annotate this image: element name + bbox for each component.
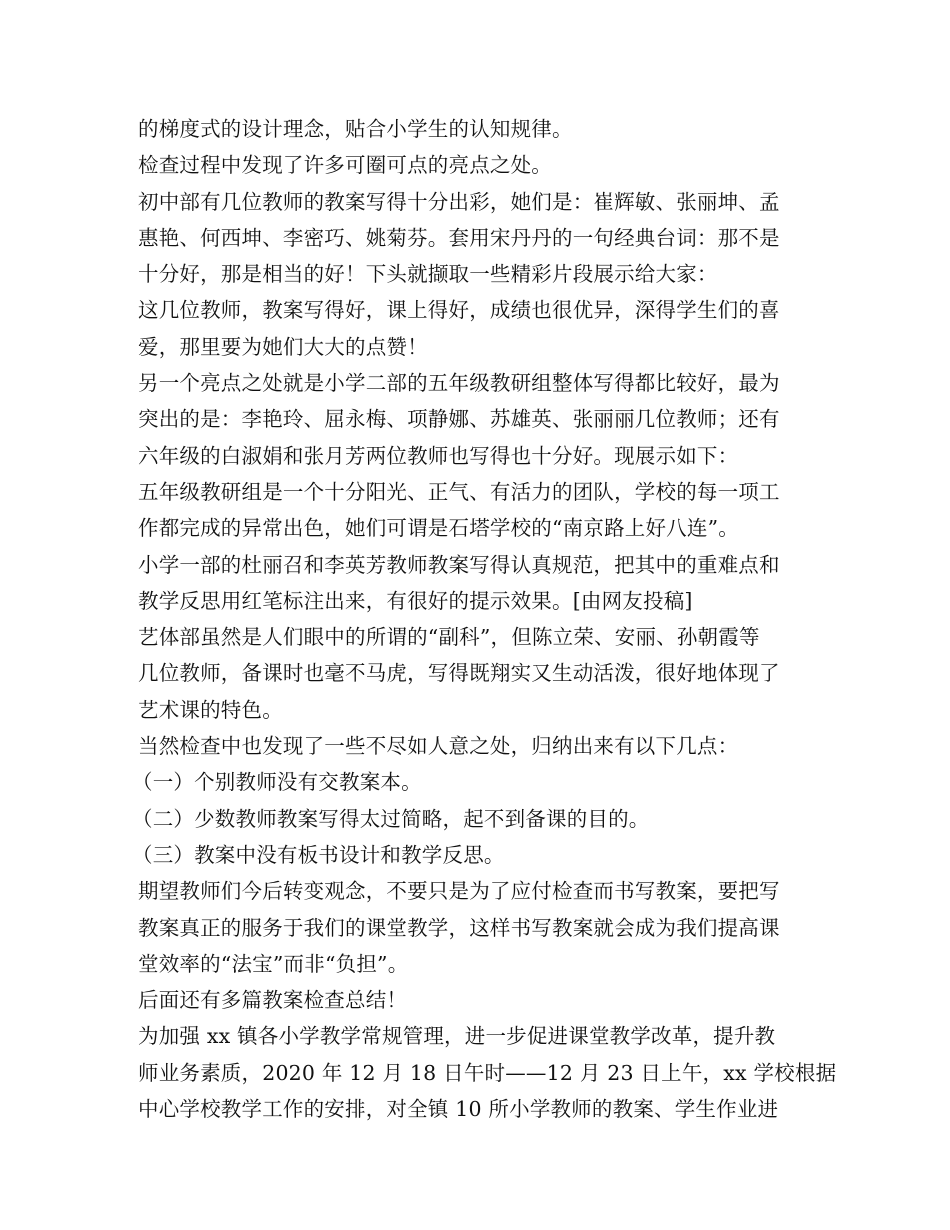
text-line: 十分好，那是相当的好！下头就撷取一些精彩片段展示给大家： (138, 262, 718, 287)
text-line: 堂效率的“法宝”而非“负担”。 (138, 951, 409, 976)
text-line: 另一个亮点之处就是小学二部的五年级教研组整体写得都比较好，最为 (138, 371, 780, 396)
text-line: 艺体部虽然是人们眼中的所谓的“副科”，但陈立荣、安丽、孙朝霞等 (138, 625, 760, 650)
text-line: 期望教师们今后转变观念，不要只是为了应付检查而书写教案，要把写 (138, 879, 780, 904)
list-item: （一）个别教师没有交教案本。 (132, 770, 422, 795)
text-line: 后面还有多篇教案检查总结！ (138, 988, 408, 1013)
text-line: 惠艳、何西坤、李密巧、姚菊芬。套用宋丹丹的一句经典台词：那不是 (138, 225, 780, 250)
text-line: 中心学校教学工作的安排，对全镇 10 所小学教师的教案、学生作业进 (138, 1097, 779, 1122)
text-line: 爱，那里要为她们大大的点赞！ (138, 334, 428, 359)
text-line: 的梯度式的设计理念，贴合小学生的认知规律。 (138, 117, 573, 141)
list-item: （三）教案中没有板书设计和教学反思。 (132, 842, 505, 867)
text-line: 教学反思用红笔标注出来，有很好的提示效果。[由网友投稿] (138, 588, 693, 613)
text-line: 师业务素质，2020 年 12 月 18 日午时——12 月 23 日上午，xx 学校根据 (138, 1060, 837, 1085)
text-line: 教案真正的服务于我们的课堂教学，这样书写教案就会成为我们提高课 (138, 915, 780, 940)
text-line: 艺术课的特色。 (138, 697, 283, 722)
list-item: （二）少数教师教案写得太过简略，起不到备课的目的。 (132, 806, 650, 831)
text-line: 小学一部的杜丽召和李英芳教师教案写得认真规范，把其中的重难点和 (138, 552, 780, 577)
text-line: 为加强 xx 镇各小学教学常规管理，进一步促进课堂教学改革，提升教 (138, 1024, 776, 1049)
text-line: 突出的是：李艳玲、屈永梅、项静娜、苏雄英、张丽丽几位教师；还有 (138, 407, 780, 432)
text-line: 六年级的白淑娟和张月芳两位教师也写得也十分好。现展示如下： (138, 443, 739, 468)
text-line: 五年级教研组是一个十分阳光、正气、有活力的团队，学校的每一项工 (138, 479, 780, 504)
text-line: 这几位教师，教案写得好，课上得好，成绩也很优异，深得学生们的喜 (138, 298, 780, 323)
body-text (132, 111, 837, 1127)
text-line: 几位教师，备课时也毫不马虎，写得既翔实又生动活泼，很好地体现了 (138, 661, 780, 686)
text-line: 当然检查中也发现了一些不尽如人意之处，归纳出来有以下几点： (138, 734, 739, 759)
text-line: 检查过程中发现了许多可圈可点的亮点之处。 (138, 153, 552, 178)
text-line: 作都完成的异常出色，她们可谓是石塔学校的“南京路上好八连”。 (138, 516, 739, 541)
text-line: 初中部有几位教师的教案写得十分出彩，她们是：崔辉敏、张丽坤、孟 (138, 189, 780, 214)
